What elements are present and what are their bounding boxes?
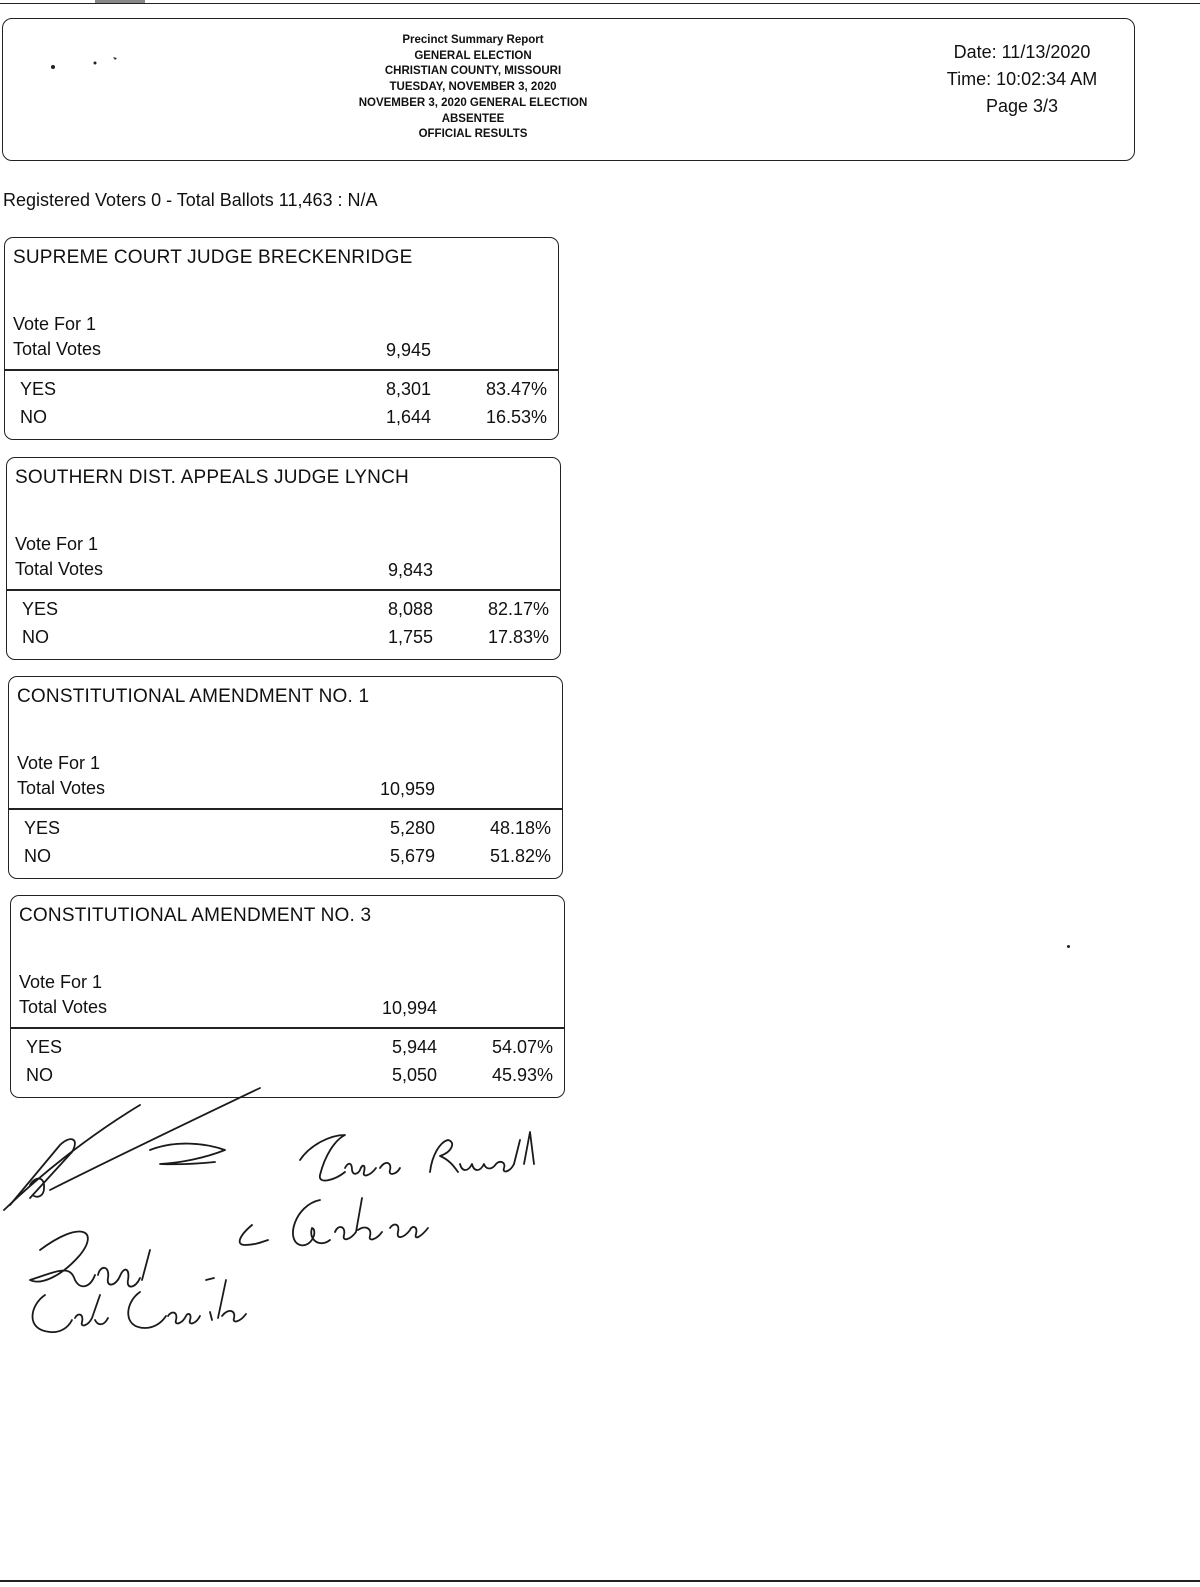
choice-votes: 8,301 xyxy=(385,379,431,399)
choice-row-yes xyxy=(5,379,558,405)
contest-box xyxy=(4,237,559,440)
vote-for-label: Vote For 1 xyxy=(19,972,103,992)
report-time: Time: 10:02:34 AM xyxy=(946,69,1098,89)
total-votes-value: 10,959 xyxy=(379,779,435,799)
choice-row-yes xyxy=(7,599,560,625)
contest-box xyxy=(10,895,565,1098)
choice-row-yes xyxy=(9,818,562,844)
choice-label: NO xyxy=(22,627,49,647)
scan-speck xyxy=(1067,945,1070,948)
choice-row-no xyxy=(5,407,558,433)
choice-percent: 54.07% xyxy=(491,1037,553,1057)
contest-title: CONSTITUTIONAL AMENDMENT NO. 3 xyxy=(19,905,372,926)
choice-percent: 17.83% xyxy=(487,627,549,647)
choice-row-yes xyxy=(11,1037,564,1063)
vote-for-label: Vote For 1 xyxy=(13,314,97,334)
contest-title: CONSTITUTIONAL AMENDMENT NO. 1 xyxy=(17,686,370,707)
choice-label: NO xyxy=(20,407,47,427)
contest-divider xyxy=(11,1027,564,1029)
page-top-rule xyxy=(0,3,1200,4)
page-bottom-rule xyxy=(0,1580,1200,1582)
total-votes-label: Total Votes xyxy=(17,778,106,798)
choice-votes: 5,050 xyxy=(391,1065,437,1085)
total-votes-value: 9,945 xyxy=(385,340,431,360)
contest-divider xyxy=(9,808,562,810)
choice-row-no xyxy=(7,627,560,653)
contest-title: SOUTHERN DIST. APPEALS JUDGE LYNCH xyxy=(15,467,409,488)
total-votes-label: Total Votes xyxy=(15,559,104,579)
results-status: OFFICIAL RESULTS xyxy=(418,128,528,141)
choice-label: NO xyxy=(24,846,51,866)
contest-divider xyxy=(7,589,560,591)
choice-votes: 5,944 xyxy=(391,1037,437,1057)
choice-label: YES xyxy=(26,1037,63,1057)
choice-votes: 5,679 xyxy=(389,846,435,866)
contest-box xyxy=(6,457,561,660)
choice-label: YES xyxy=(20,379,57,399)
election-name: GENERAL ELECTION xyxy=(414,49,532,62)
choice-percent: 82.17% xyxy=(487,599,549,619)
report-title: Precinct Summary Report xyxy=(402,34,544,46)
choice-percent: 16.53% xyxy=(485,407,547,427)
choice-percent: 45.93% xyxy=(491,1065,553,1085)
total-votes-value: 10,994 xyxy=(381,998,437,1018)
contest-title: SUPREME COURT JUDGE BRECKENRIDGE xyxy=(13,247,413,268)
choice-percent: 48.18% xyxy=(489,818,551,838)
choice-votes: 5,280 xyxy=(389,818,435,838)
choice-votes: 8,088 xyxy=(387,599,433,619)
choice-row-no xyxy=(9,846,562,872)
report-meta xyxy=(922,39,1122,120)
handwritten-signatures xyxy=(0,1080,600,1350)
ballot-type: ABSENTEE xyxy=(441,112,505,125)
page-number: Page 3/3 xyxy=(985,96,1059,116)
contest-divider xyxy=(5,369,558,371)
vote-for-label: Vote For 1 xyxy=(17,753,101,773)
choice-votes: 1,644 xyxy=(385,407,431,427)
vote-for-label: Vote For 1 xyxy=(15,534,99,554)
report-title-block xyxy=(333,33,613,143)
total-votes-label: Total Votes xyxy=(13,339,102,359)
choice-percent: 83.47% xyxy=(485,379,547,399)
choice-label: YES xyxy=(24,818,61,838)
ballot-summary: Registered Voters 0 - Total Ballots 11,463 : N/A xyxy=(3,190,378,210)
election-full-name: NOVEMBER 3, 2020 GENERAL ELECTION xyxy=(358,96,588,109)
choice-label: YES xyxy=(22,599,59,619)
contest-box xyxy=(8,676,563,879)
scan-specks-graphic xyxy=(43,49,133,69)
choice-label: NO xyxy=(26,1065,53,1085)
choice-votes: 1,755 xyxy=(387,627,433,647)
report-date: Date: 11/13/2020 xyxy=(953,42,1091,62)
county-name: CHRISTIAN COUNTY, MISSOURI xyxy=(384,65,562,78)
choice-percent: 51.82% xyxy=(489,846,551,866)
election-date: TUESDAY, NOVEMBER 3, 2020 xyxy=(389,81,557,94)
report-header xyxy=(2,18,1135,161)
total-votes-label: Total Votes xyxy=(19,997,108,1017)
total-votes-value: 9,843 xyxy=(387,560,433,580)
